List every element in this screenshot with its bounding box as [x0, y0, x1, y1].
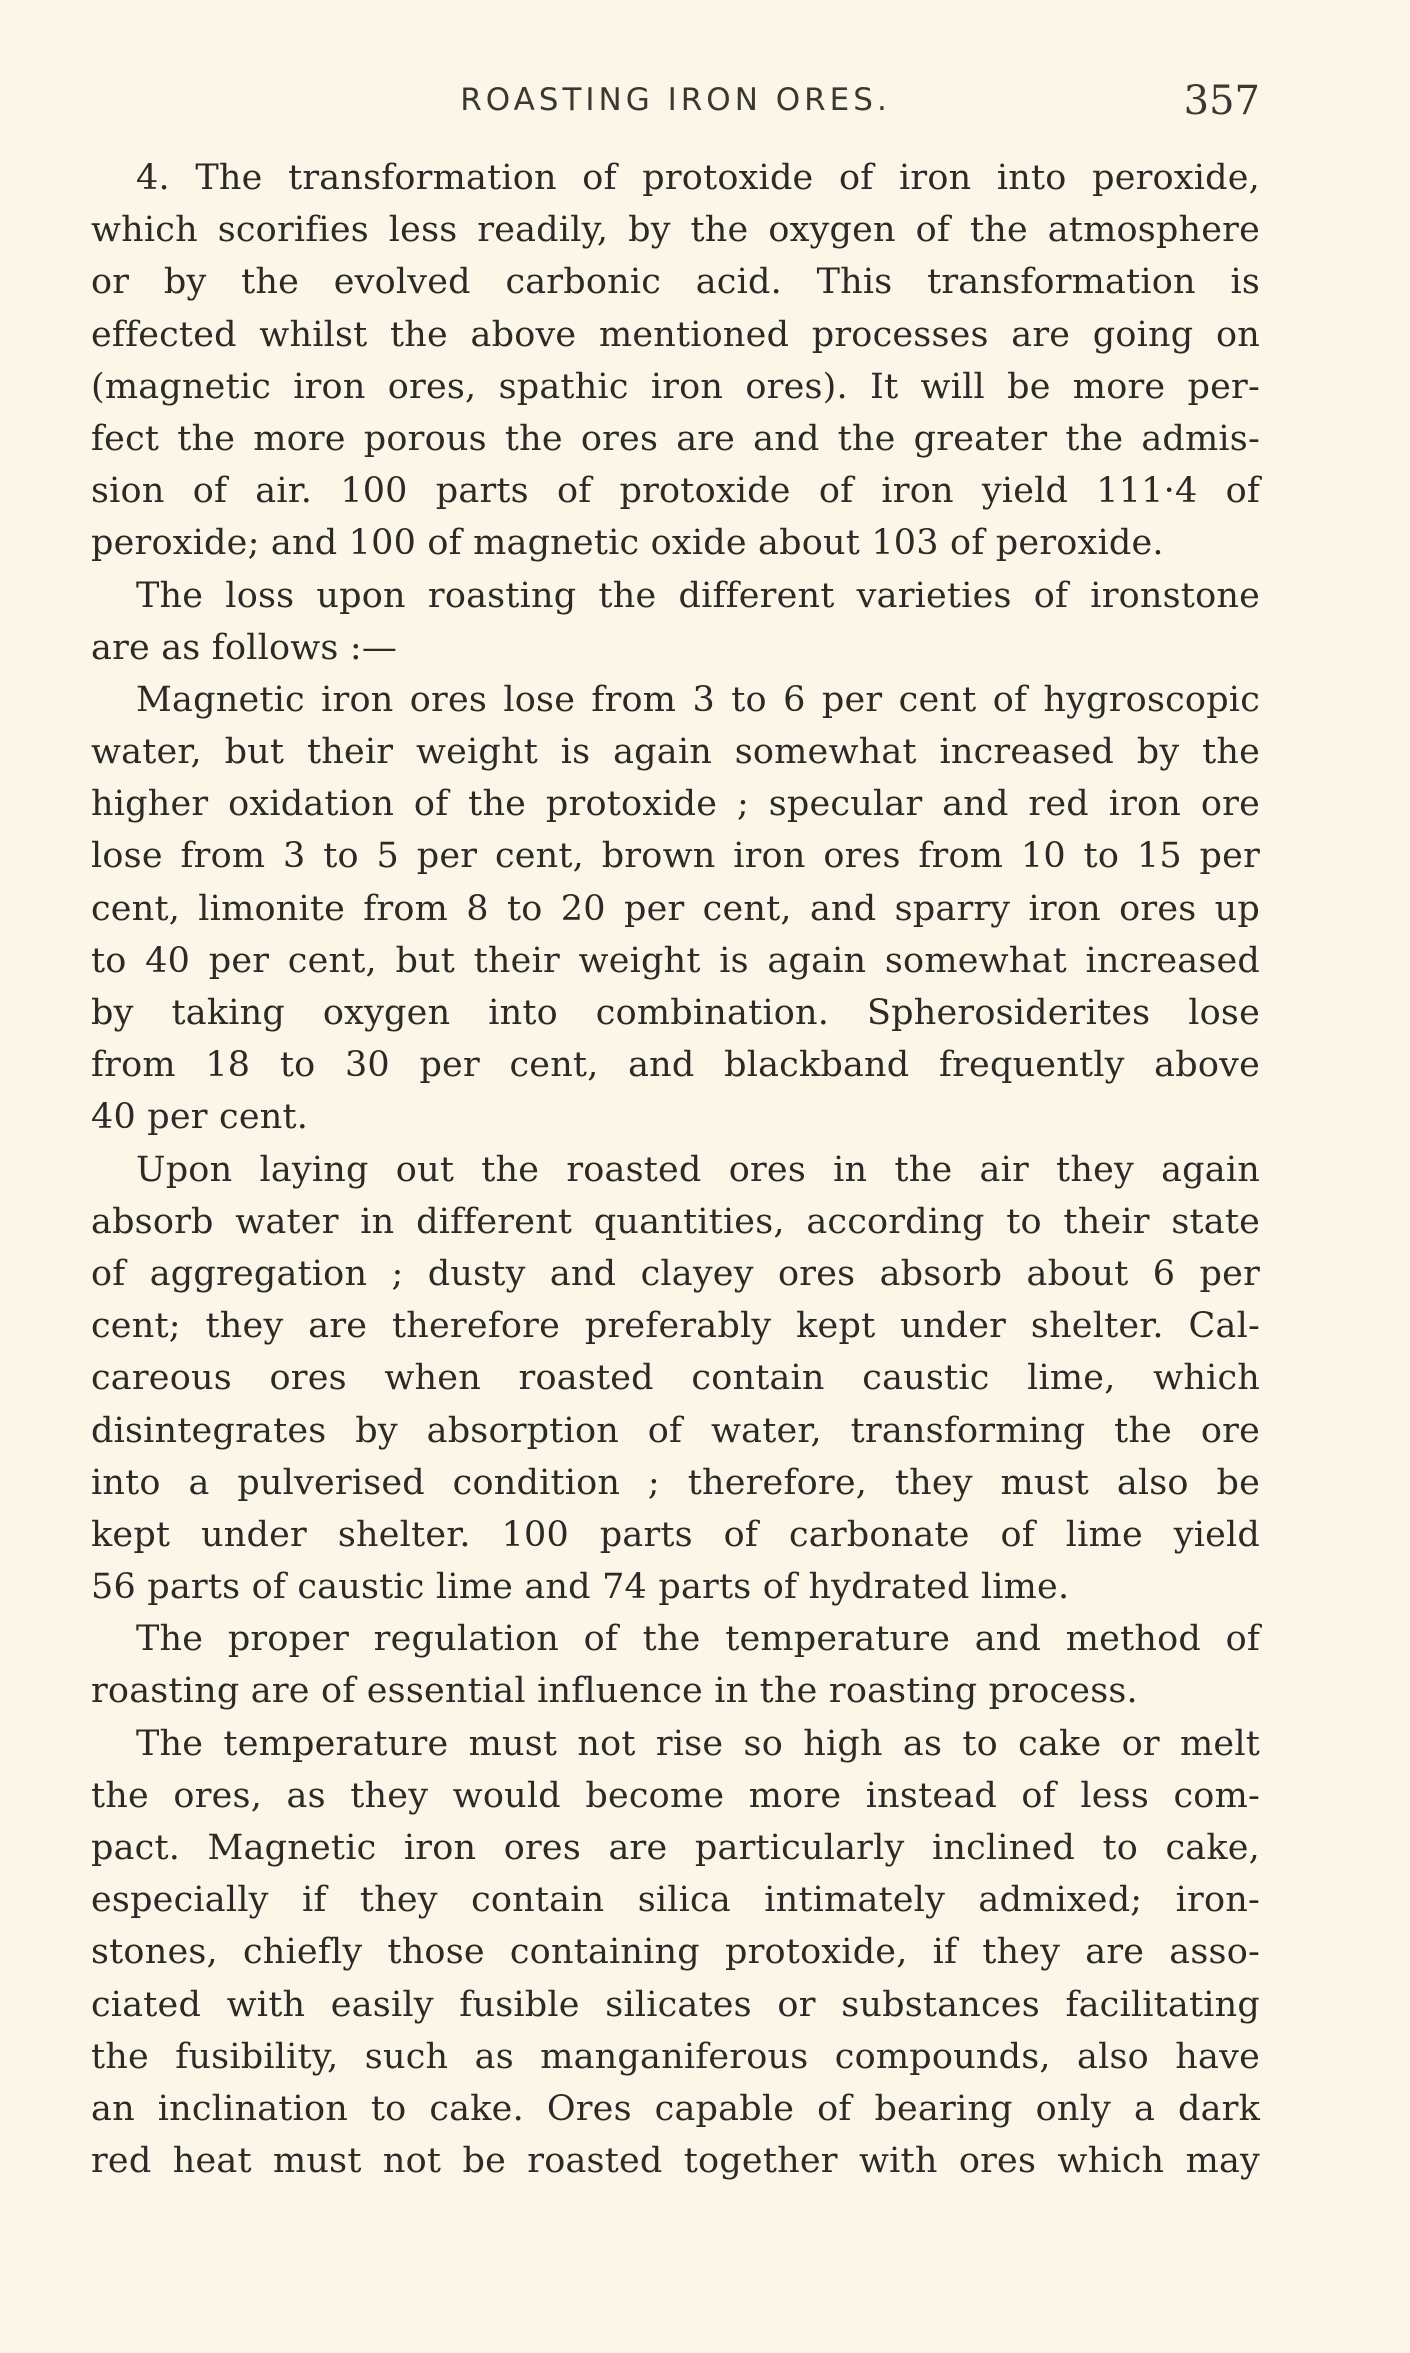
text-line: stones, chiefly those containing protoxide, if they are asso-: [91, 1932, 1260, 1973]
text-line: 56 parts of caustic lime and 74 parts of hydrated lime.: [91, 1567, 1070, 1608]
text-line: peroxide; and 100 of magnetic oxide about 103 of peroxide.: [91, 523, 1164, 564]
text-line: or by the evolved carbonic acid. This transformation is: [91, 262, 1260, 303]
paragraph-1: [91, 152, 1260, 570]
text-line: effected whilst the above mentioned processes are going on: [91, 314, 1260, 355]
body-text: [91, 152, 1260, 2187]
text-line: ciated with easily fusible silicates or substances facilitating: [91, 1984, 1260, 2025]
text-line: the ores, as they would become more instead of less com-: [91, 1775, 1260, 1816]
text-line: Magnetic iron ores lose from 3 to 6 per cent of hygroscopic: [136, 679, 1260, 720]
paragraph-6: [91, 1718, 1260, 2188]
running-title: ROASTING IRON ORES.: [460, 82, 891, 118]
text-line: to 40 per cent, but their weight is again somewhat increased: [91, 940, 1260, 981]
text-line: pact. Magnetic iron ores are particularly inclined to cake,: [91, 1828, 1260, 1868]
text-line: are as follows :—: [91, 627, 398, 668]
text-line: from 18 to 30 per cent, and blackband frequently above: [91, 1045, 1260, 1086]
text-line: the fusibility, such as manganiferous compounds, also have: [91, 2036, 1260, 2077]
text-line: higher oxidation of the protoxide ; specular and red iron ore: [91, 784, 1260, 825]
text-line: The proper regulation of the temperature and method of: [136, 1619, 1260, 1660]
running-head: [91, 78, 1260, 128]
paragraph-5: [91, 1613, 1260, 1717]
text-line: careous ores when roasted contain caustic lime, which: [91, 1358, 1260, 1399]
text-line: The temperature must not rise so high as to cake or melt: [136, 1723, 1260, 1764]
text-line: especially if they contain silica intimately admixed; iron-: [91, 1880, 1260, 1921]
text-line: of aggregation ; dusty and clayey ores absorb about 6 per: [91, 1253, 1260, 1294]
text-line: red heat must not be roasted together with ores which may: [91, 2141, 1260, 2182]
text-line: 4. The transformation of protoxide of iron into peroxide,: [136, 158, 1260, 198]
text-line: disintegrates by absorption of water, transforming the ore: [91, 1410, 1260, 1451]
text-line: into a pulverised condition ; therefore, they must also be: [91, 1462, 1260, 1503]
text-line: lose from 3 to 5 per cent, brown iron ores from 10 to 15 per: [91, 836, 1260, 877]
text-line: kept under shelter. 100 parts of carbonate of lime yield: [91, 1514, 1260, 1555]
text-line: 40 per cent.: [91, 1097, 309, 1138]
text-line: by taking oxygen into combination. Spherosiderites lose: [91, 993, 1260, 1033]
text-line: The loss upon roasting the different varieties of ironstone: [136, 575, 1260, 616]
text-line: an inclination to cake. Ores capable of bearing only a dark: [91, 2088, 1260, 2129]
paragraph-4: [91, 1144, 1260, 1614]
text-line: (magnetic iron ores, spathic iron ores). It will be more per-: [91, 366, 1260, 407]
text-line: cent, limonite from 8 to 20 per cent, and sparry iron ores up: [91, 888, 1260, 929]
text-line: water, but their weight is again somewhat increased by the: [91, 732, 1260, 773]
text-line: roasting are of essential influence in the roasting process.: [91, 1671, 1138, 1712]
text-line: cent; they are therefore preferably kept under shelter. Cal-: [91, 1306, 1260, 1347]
paragraph-3: [91, 674, 1260, 1144]
text-line: absorb water in different quantities, according to their state: [91, 1201, 1260, 1242]
paragraph-2: [91, 570, 1260, 674]
text-line: Upon laying out the roasted ores in the air they again: [136, 1149, 1260, 1190]
text-line: which scorifies less readily, by the oxygen of the atmosphere: [91, 210, 1260, 251]
text-line: sion of air. 100 parts of protoxide of iron yield 111·4 of: [91, 471, 1260, 512]
page-number: 357: [1183, 78, 1260, 124]
text-line: fect the more porous the ores are and the greater the admis-: [91, 418, 1260, 459]
